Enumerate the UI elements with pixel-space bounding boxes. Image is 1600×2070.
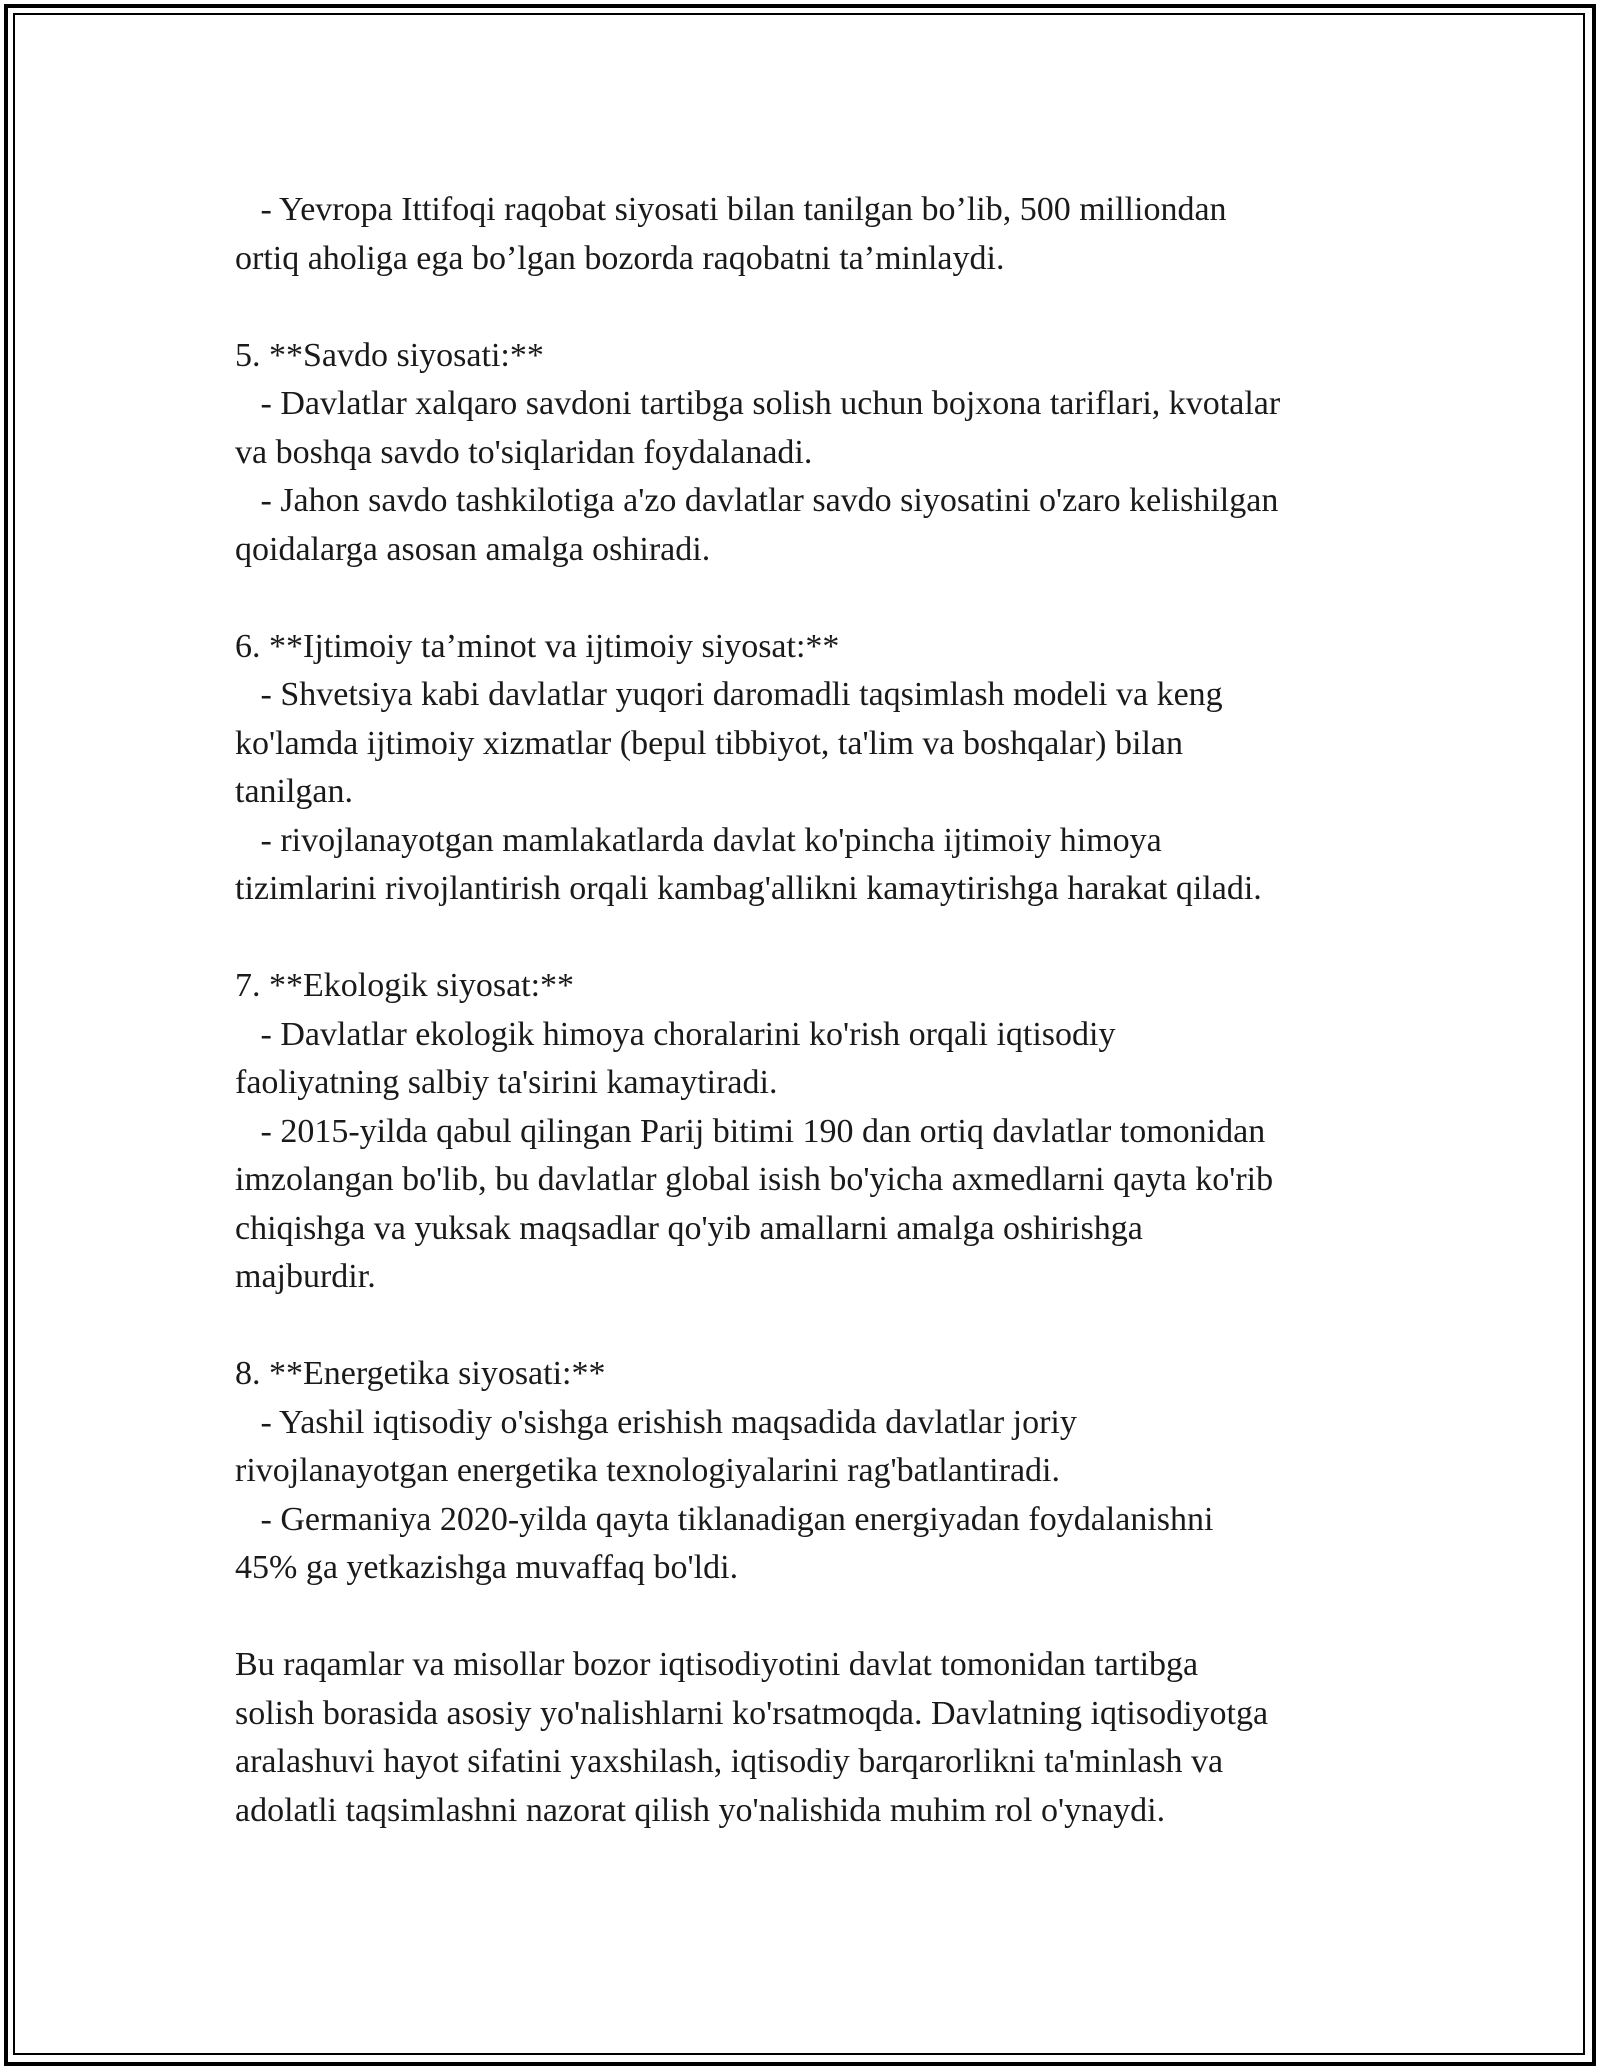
conclusion-line: Bu raqamlar va misollar bozor iqtisodiyotini davlat tomonidan tartibga — [235, 1646, 1199, 1683]
section-heading: 5. **Savdo siyosati:** — [235, 336, 544, 374]
text-line: - Yashil iqtisodiy o'sishga erishish maqsadida davlatlar joriy — [235, 1403, 1077, 1441]
text-line: majburdir. — [235, 1258, 376, 1295]
text-line: - Shvetsiya kabi davlatlar yuqori daromadli taqsimlash modeli va keng — [235, 676, 1223, 713]
section-heading: 6. **Ijtimoiy ta’minot va ijtimoiy siyosat:** — [235, 627, 840, 665]
section-heading: 7. **Ekologik siyosat:** — [235, 967, 575, 1004]
text-line: - Yevropa Ittifoqi raqobat siyosati bilan tanilgan bo’lib, 500 milliondan — [235, 191, 1227, 228]
text-line: imzolangan bo'lib, bu davlatlar global isish bo'yicha axmedlarni qayta ko'rib — [235, 1161, 1274, 1198]
text-line: chiqishga va yuksak maqsadlar qo'yib amallarni amalga oshirishga — [235, 1209, 1143, 1247]
text-line: tizimlarini rivojlantirish orqali kambag'allikni kamaytirishga harakat qiladi. — [235, 870, 1262, 907]
text-line: qoidalarga asosan amalga oshiradi. — [235, 530, 711, 568]
text-line: - Jahon savdo tashkilotiga a'zo davlatlar savdo siyosatini o'zaro kelishilgan — [235, 482, 1279, 519]
text-line: ortiq aholiga ega bo’lgan bozorda raqobatni ta’minlaydi. — [235, 239, 1005, 277]
blank-line — [235, 914, 1375, 963]
text-line: va boshqa savdo to'siqlaridan foydalanadi. — [235, 433, 813, 471]
text-line: - Davlatlar ekologik himoya choralarini ko'rish orqali iqtisodiy — [235, 1015, 1116, 1053]
blank-line — [235, 283, 1375, 332]
text-line: - 2015-yilda qabul qilingan Parij bitimi 190 dan ortiq davlatlar tomonidan — [235, 1112, 1266, 1150]
document-body — [235, 186, 1375, 1835]
text-line: - rivojlanayotgan mamlakatlarda davlat ko'pincha ijtimoiy himoya — [235, 821, 1162, 859]
text-line: 45% ga yetkazishga muvaffaq bo'ldi. — [235, 1549, 739, 1586]
text-line: tanilgan. — [235, 773, 354, 810]
conclusion-line: adolatli taqsimlashni nazorat qilish yo'nalishida muhim rol o'ynaydi. — [235, 1791, 1166, 1829]
text-line: ko'lamda ijtimoiy xizmatlar (bepul tibbiyot, ta'lim va boshqalar) bilan — [235, 724, 1183, 762]
text-line: - Germaniya 2020-yilda qayta tiklanadigan energiyadan foydalanishni — [235, 1500, 1214, 1538]
blank-line — [235, 1302, 1375, 1351]
section-heading: 8. **Energetika siyosati:** — [235, 1355, 606, 1392]
text-line: faoliyatning salbiy ta'sirini kamaytiradi. — [235, 1064, 778, 1101]
blank-line — [235, 1593, 1375, 1642]
text-line: rivojlanayotgan energetika texnologiyalarini rag'batlantiradi. — [235, 1452, 1060, 1489]
blank-line — [235, 574, 1375, 623]
conclusion-line: solish borasida asosiy yo'nalishlarni ko'rsatmoqda. Davlatning iqtisodiyotga — [235, 1694, 1269, 1732]
text-line: - Davlatlar xalqaro savdoni tartibga solish uchun bojxona tariflari, kvotalar — [235, 385, 1281, 422]
conclusion-line: aralashuvi hayot sifatini yaxshilash, iqtisodiy barqarorlikni ta'minlash va — [235, 1743, 1224, 1780]
